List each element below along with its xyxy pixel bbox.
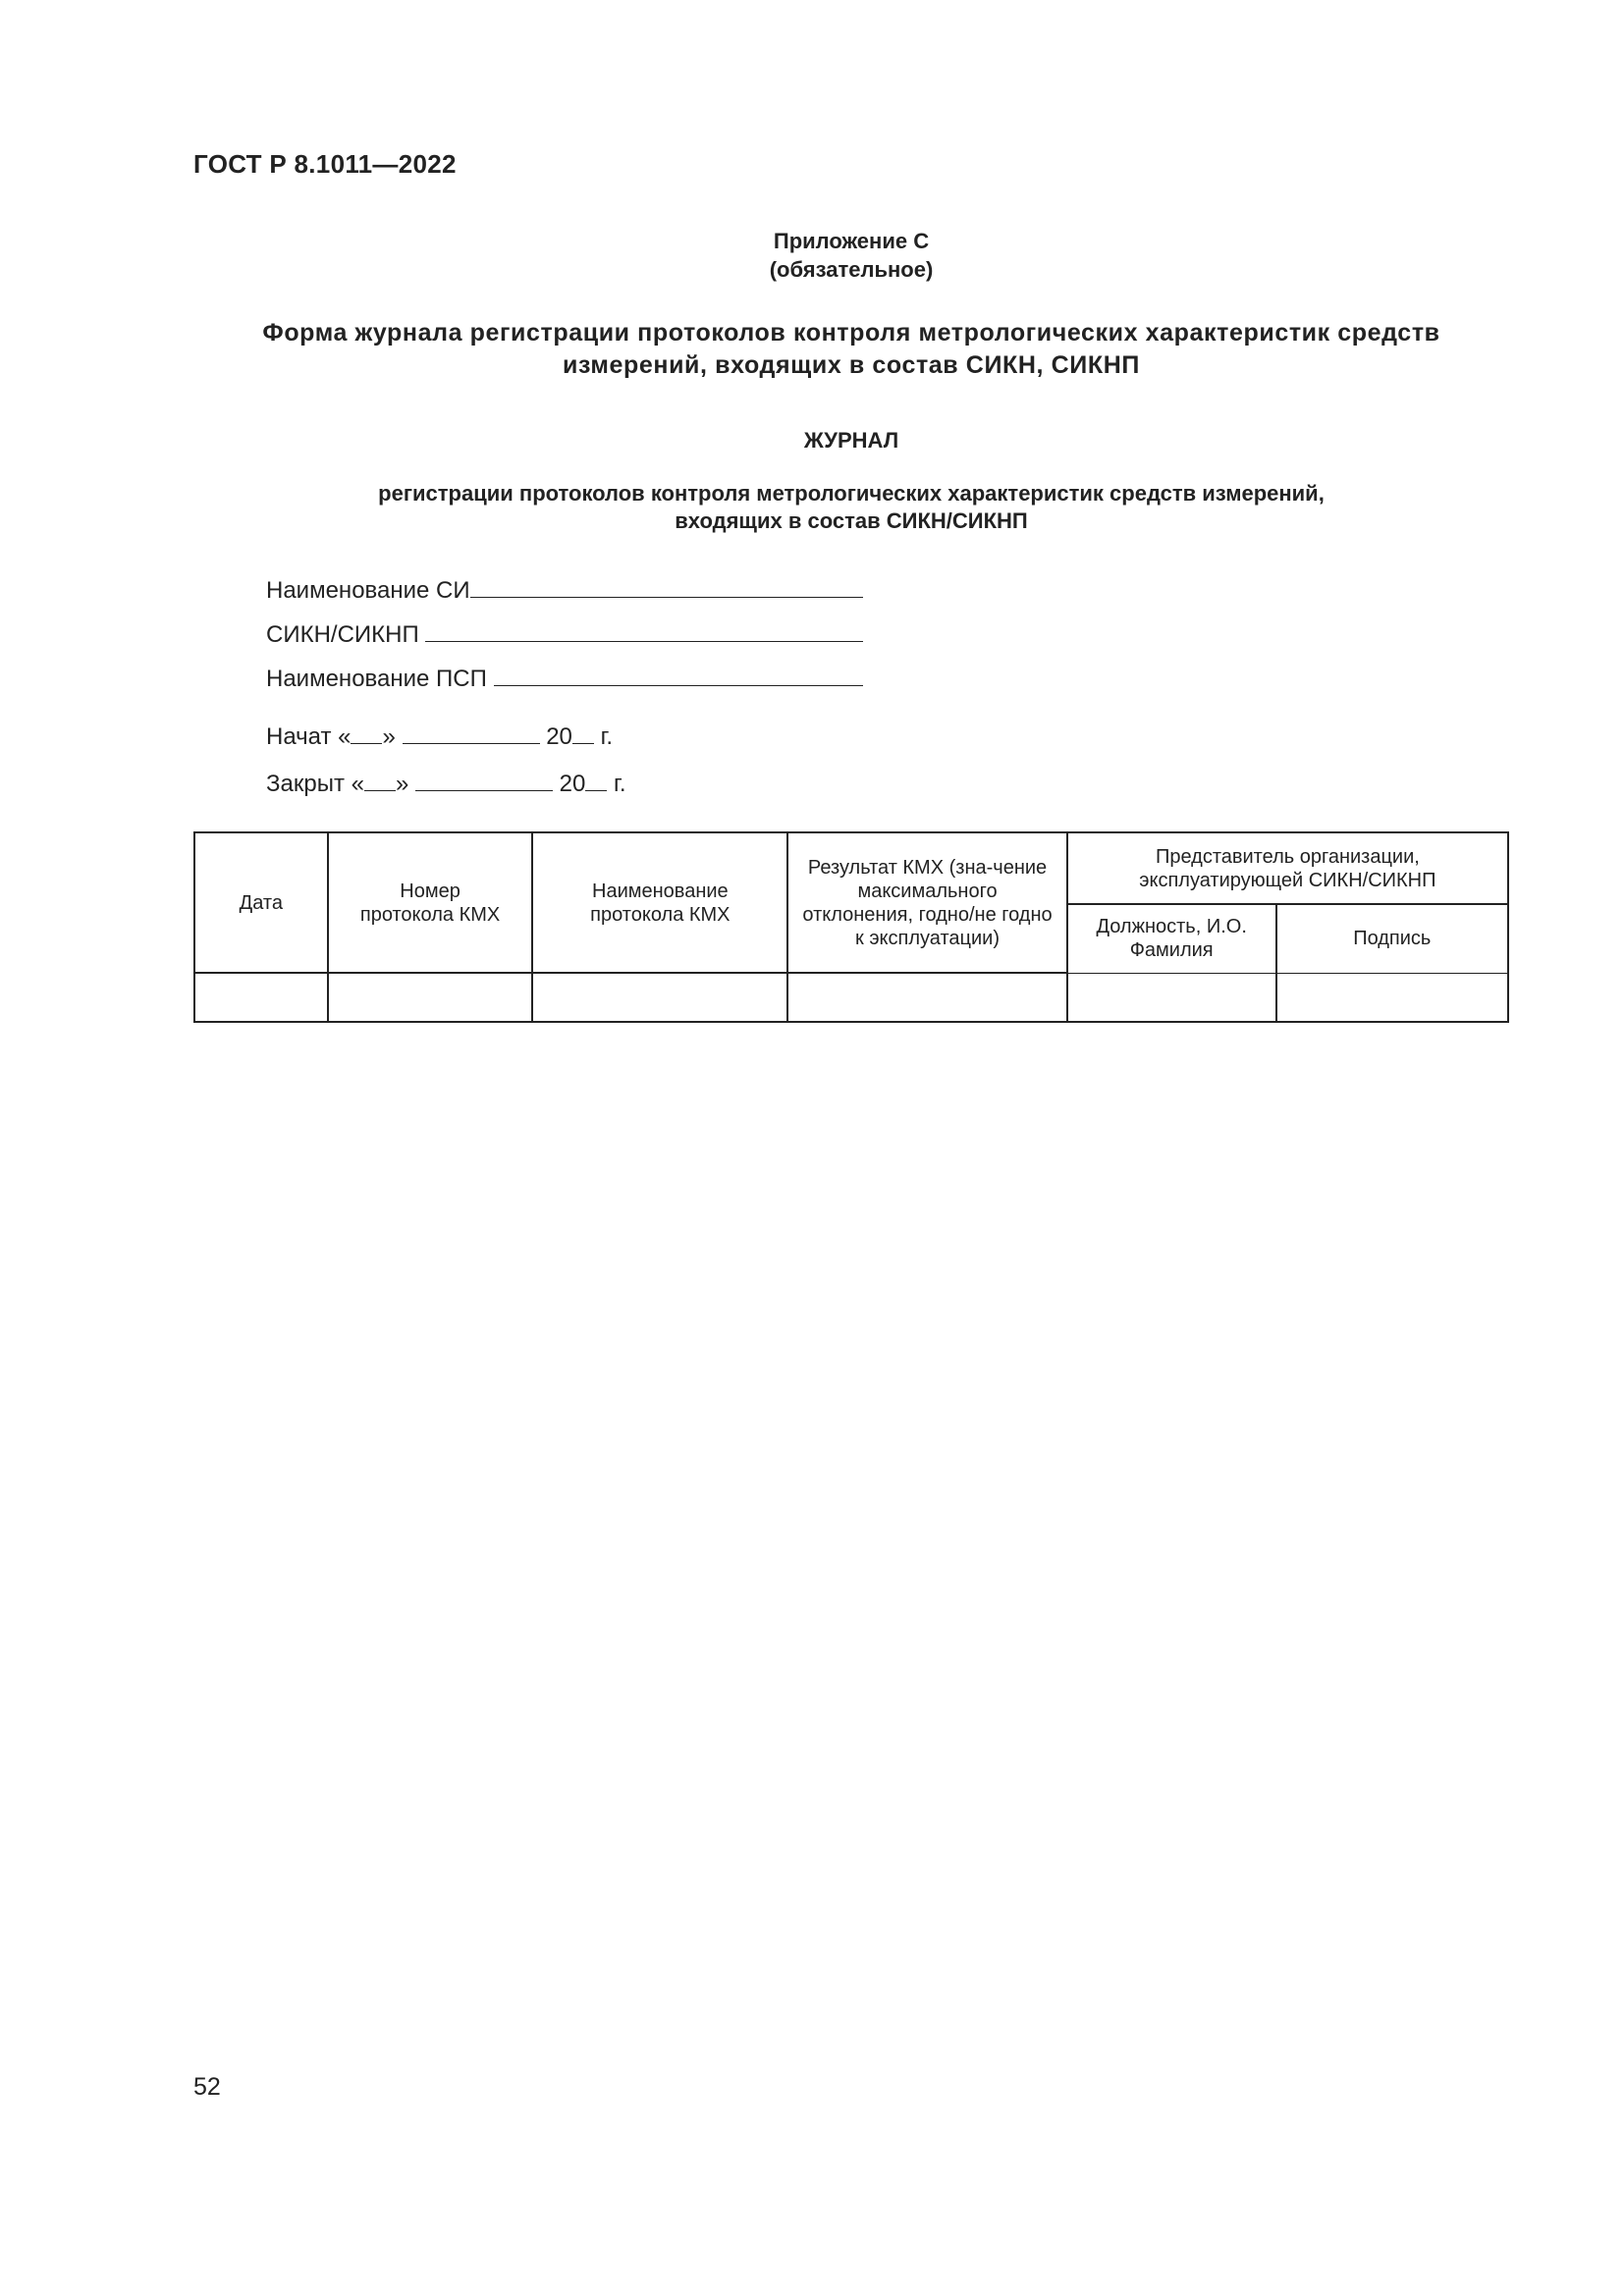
closed-date-field: [266, 771, 626, 798]
psp-name-field: [266, 666, 863, 693]
journal-subtitle-line-1: регистрации протоколов контроля метрологических характеристик средств измерений,: [378, 481, 1325, 506]
col-header-protocol-number: Номер протокола КМХ: [328, 832, 533, 973]
journal-table: [193, 831, 1509, 1023]
journal-subtitle: [39, 480, 1624, 535]
form-title-line-1: Форма журнала регистрации протоколов контроля метрологических характеристик средств: [262, 319, 1440, 347]
year-suffix: г.: [600, 723, 614, 750]
cell-result[interactable]: [787, 973, 1067, 1022]
page-number: 52: [193, 2073, 221, 2101]
appendix-title: Приложение С: [773, 229, 930, 253]
appendix-heading: [0, 227, 1624, 284]
form-title-line-2: измерений, входящих в состав СИКН, СИКНП: [563, 351, 1140, 379]
document-code: ГОСТ Р 8.1011—2022: [193, 149, 457, 179]
cell-protocol-number[interactable]: [328, 973, 533, 1022]
sikn-field: [266, 621, 863, 649]
started-month-blank[interactable]: [403, 723, 540, 744]
closed-year-blank[interactable]: [585, 771, 607, 791]
appendix-status: (обязательное): [769, 257, 934, 282]
cell-date[interactable]: [194, 973, 328, 1022]
col-header-representative: Представитель организации, эксплуатирующей СИКН/СИКНП: [1067, 832, 1508, 904]
journal-subtitle-line-2: входящих в состав СИКН/СИКНП: [675, 508, 1028, 533]
cell-signature[interactable]: [1276, 973, 1508, 1022]
journal-title: ЖУРНАЛ: [803, 428, 899, 453]
cell-protocol-name[interactable]: [532, 973, 787, 1022]
sikn-blank[interactable]: [425, 621, 863, 642]
sikn-label: СИКН/СИКНП: [266, 621, 419, 648]
closed-day-blank[interactable]: [364, 771, 396, 791]
started-label: Начат «: [266, 723, 352, 750]
col-header-signature: Подпись: [1276, 904, 1508, 973]
col-header-position-name: Должность, И.О. Фамилия: [1067, 904, 1276, 973]
form-title: [39, 317, 1624, 382]
si-name-blank[interactable]: [470, 577, 863, 598]
table-row: [194, 973, 1508, 1022]
si-name-label: Наименование СИ: [266, 577, 470, 604]
col-header-protocol-name: Наименование протокола КМХ: [532, 832, 787, 973]
started-date-field: [266, 723, 613, 751]
year-prefix: 20: [546, 723, 572, 750]
year-prefix: 20: [559, 771, 586, 797]
psp-name-blank[interactable]: [494, 666, 863, 686]
si-name-field: [266, 577, 863, 605]
quote-close: »: [382, 723, 396, 750]
closed-label: Закрыт «: [266, 771, 364, 797]
year-suffix: г.: [614, 771, 626, 797]
started-year-blank[interactable]: [572, 723, 594, 744]
col-header-result: Результат КМХ (зна-чение максимального отклонения, годно/не годно к эксплуатации): [787, 832, 1067, 973]
closed-month-blank[interactable]: [415, 771, 553, 791]
col-header-date: Дата: [194, 832, 328, 973]
quote-close: »: [395, 771, 409, 797]
psp-name-label: Наименование ПСП: [266, 666, 487, 692]
started-day-blank[interactable]: [351, 723, 382, 744]
cell-position-name[interactable]: [1067, 973, 1276, 1022]
